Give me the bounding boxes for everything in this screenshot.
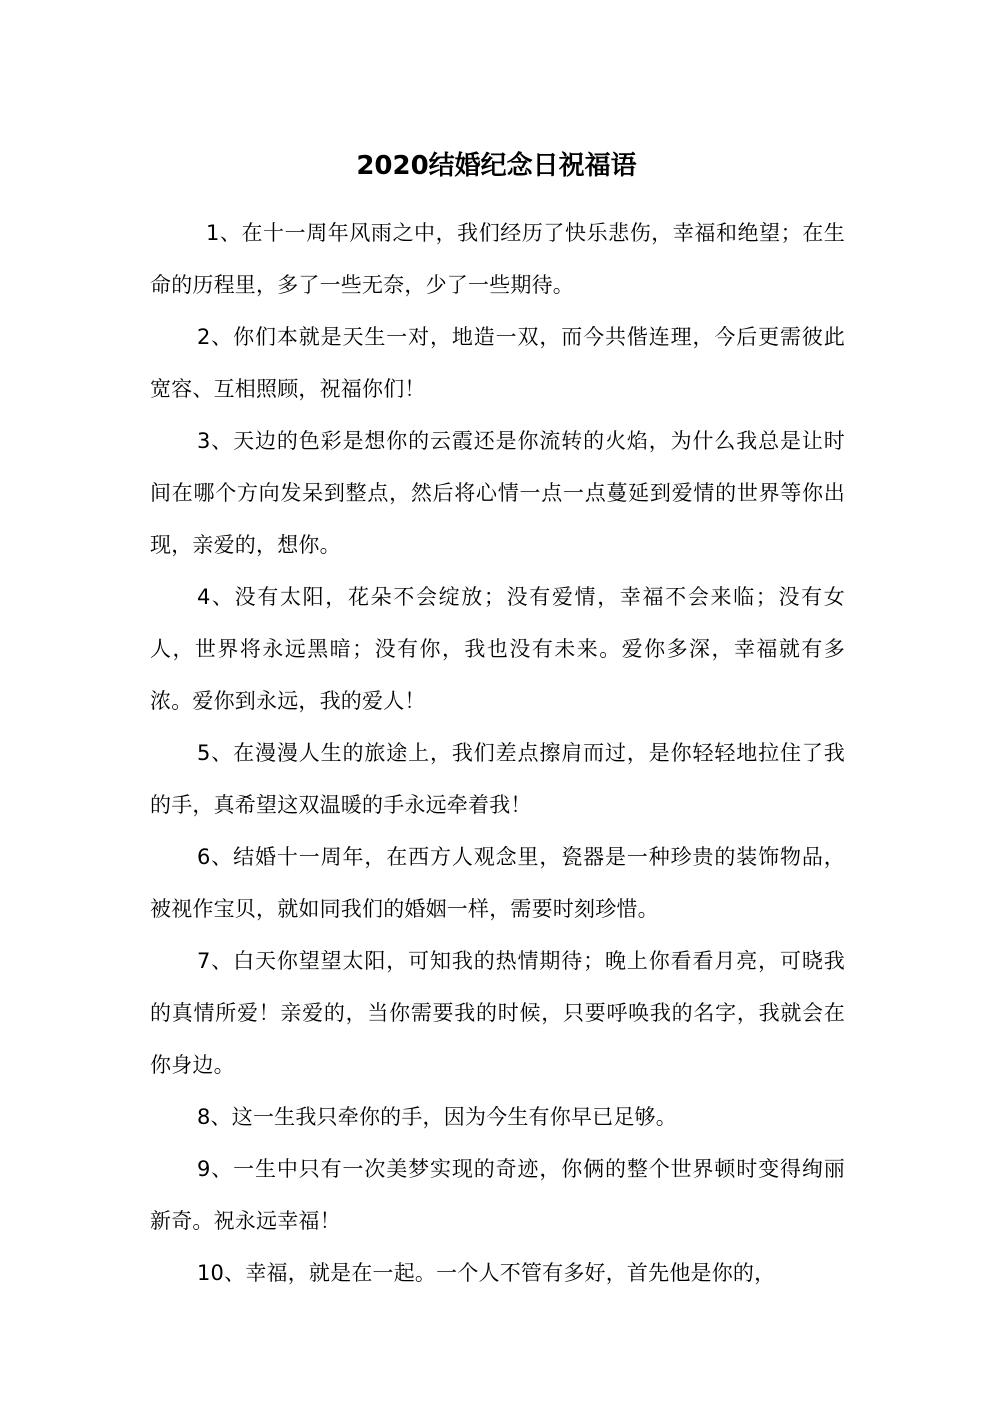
paragraph-9: 9、一生中只有一次美梦实现的奇迹，你俩的整个世界顿时变得绚丽新奇。祝永远幸福！ bbox=[150, 1157, 845, 1233]
paragraph-4: 4、没有太阳，花朵不会绽放；没有爱情，幸福不会来临；没有女人，世界将永远黑暗；没有你，我也没有未来。爱你多深，幸福就有多浓。爱你到永远，我的爱人！ bbox=[150, 585, 845, 713]
paragraph-10: 10、幸福，就是在一起。一个人不管有多好，首先他是你的， bbox=[197, 1261, 776, 1285]
paragraph-8: 8、这一生我只牵你的手，因为今生有你早已足够。 bbox=[197, 1105, 677, 1129]
paragraph-6: 6、结婚十一周年，在西方人观念里，瓷器是一种珍贵的装饰物品，被视作宝贝，就如同我们的婚姻一样，需要时刻珍惜。 bbox=[150, 845, 845, 921]
paragraph-3: 3、天边的色彩是想你的云霞还是你流转的火焰，为什么我总是让时间在哪个方向发呆到整点，然后将心情一点一点蔓延到爱情的世界等你出现，亲爱的，想你。 bbox=[150, 429, 845, 557]
paragraph-2: 2、你们本就是天生一对，地造一双，而今共偕连理，今后更需彼此宽容、互相照顾，祝福你们！ bbox=[150, 325, 845, 401]
paragraph-1: 1、在十一周年风雨之中，我们经历了快乐悲伤，幸福和绝望；在生命的历程里，多了一些无奈，少了一些期待。 bbox=[150, 221, 845, 297]
paragraph-7: 7、白天你望望太阳，可知我的热情期待；晚上你看看月亮，可晓我的真情所爱！亲爱的，当你需要我的时候，只要呼唤我的名字，我就会在你身边。 bbox=[150, 949, 845, 1077]
document-title: 2020结婚纪念日祝福语 bbox=[356, 151, 637, 181]
document-body bbox=[150, 207, 845, 1299]
paragraph-5: 5、在漫漫人生的旅途上，我们差点擦肩而过，是你轻轻地拉住了我的手，真希望这双温暖的手永远牵着我！ bbox=[150, 741, 845, 817]
